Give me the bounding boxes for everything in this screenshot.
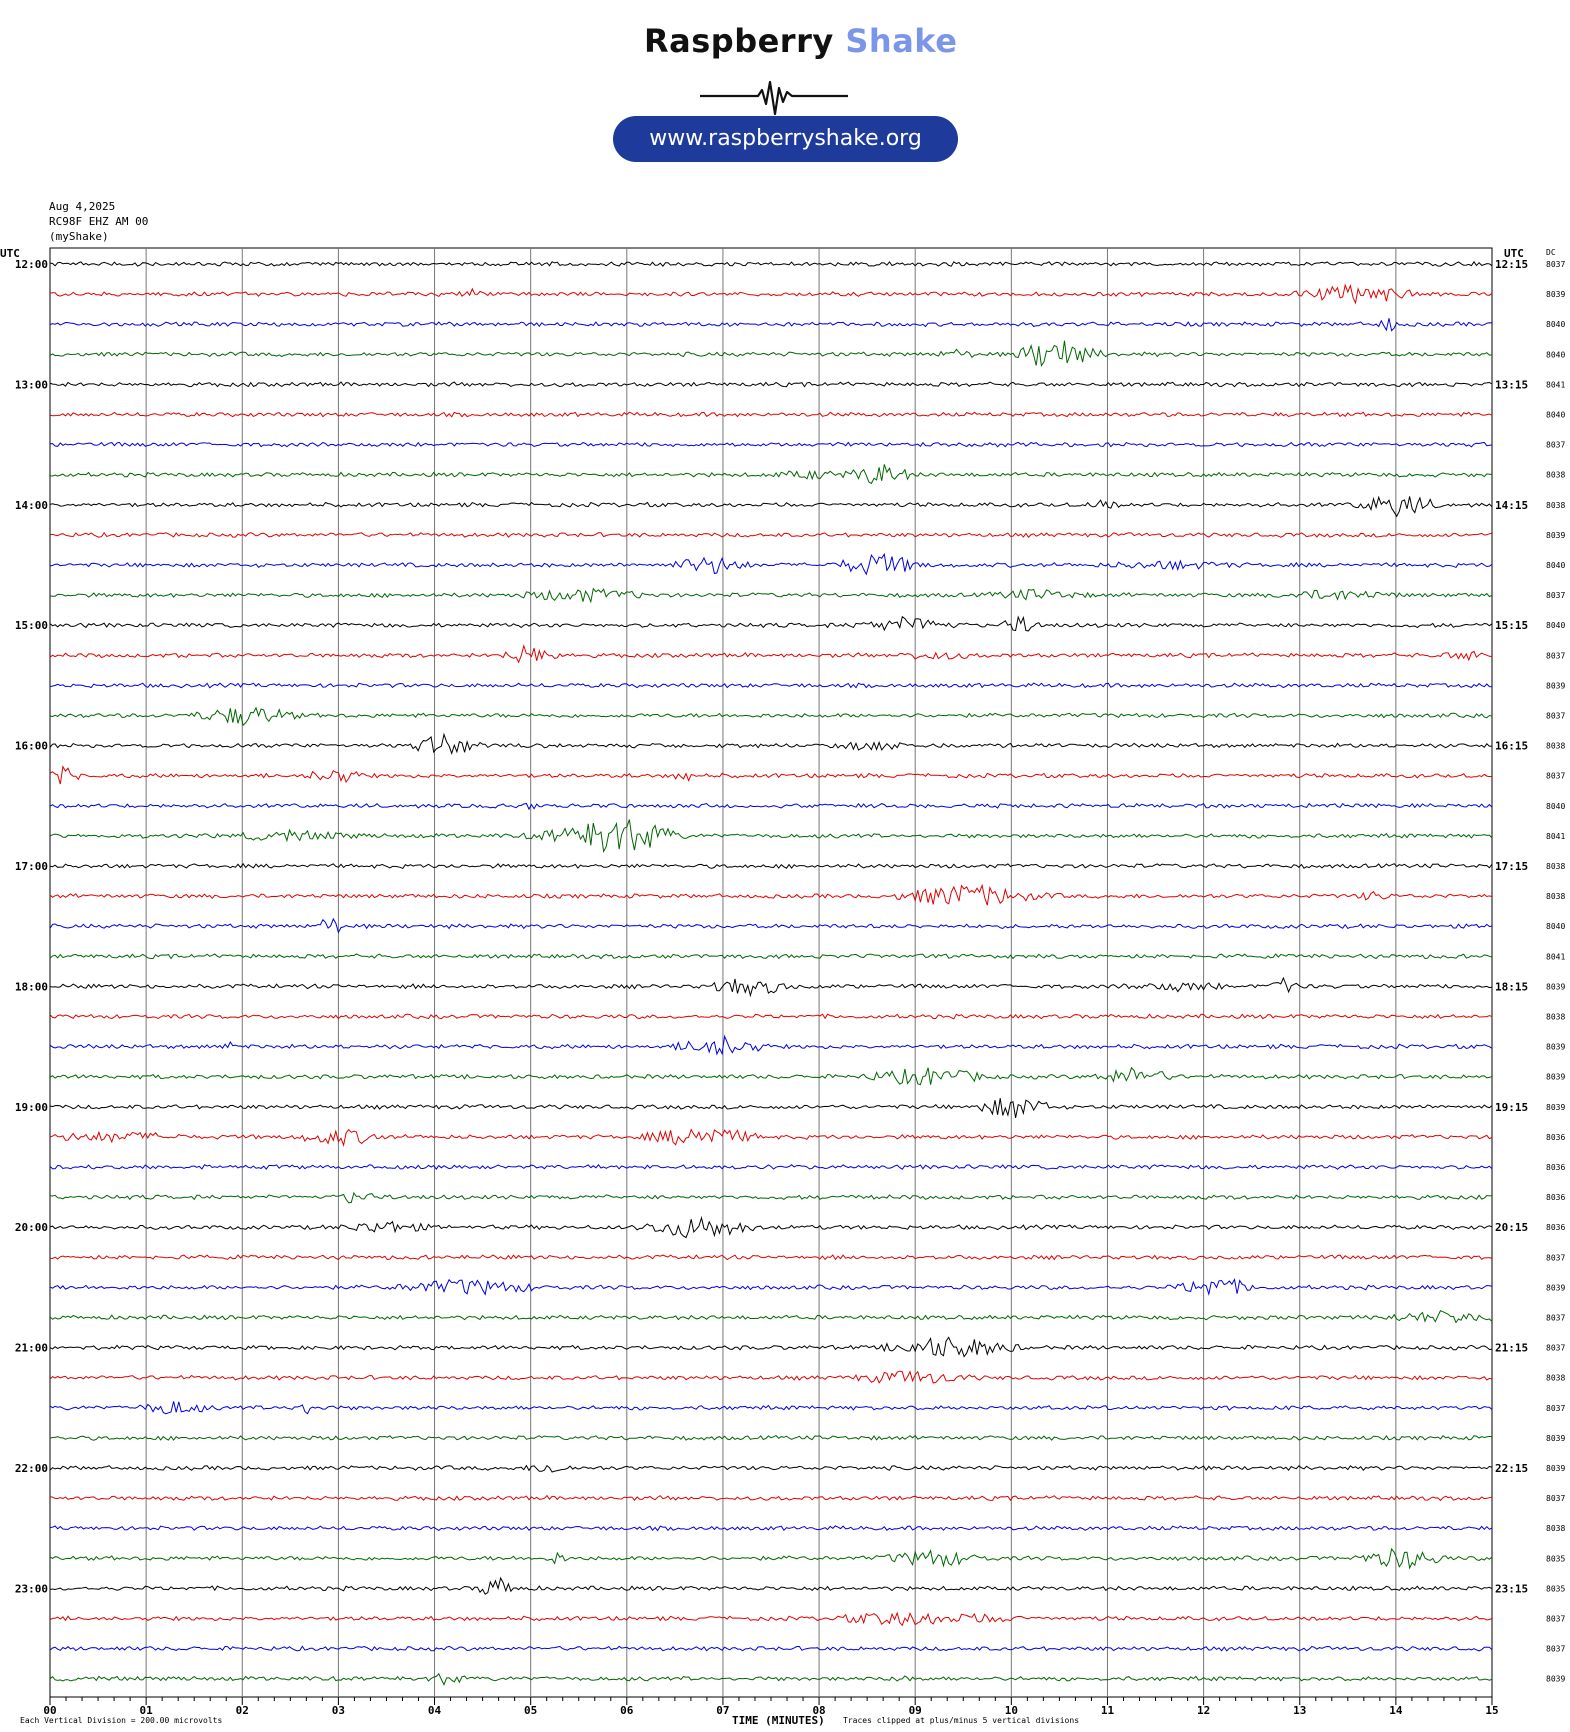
trace-row-10 (50, 554, 1492, 574)
station-id: RC98F EHZ AM 00 (49, 215, 149, 228)
right-hour-label: 18:15 (1495, 980, 1529, 994)
trace-row-4 (50, 382, 1492, 387)
trace-row-17 (50, 767, 1492, 785)
trace-row-33 (50, 1255, 1492, 1260)
left-hour-label: 13:00 (14, 378, 48, 392)
trace-row-7 (50, 464, 1492, 483)
right-utc-label: UTC (1504, 247, 1524, 260)
dc-offset-label: 8039 (1546, 1102, 1566, 1112)
dc-offset-label: 8037 (1546, 440, 1566, 450)
dc-offset-label: 8036 (1546, 1163, 1566, 1172)
x-tick-label: 11 (1100, 1704, 1115, 1717)
left-utc-label: UTC (0, 247, 20, 260)
left-hour-label: 19:00 (14, 1100, 48, 1114)
vertical-division-note: Each Vertical Division = 200.00 microvolts (20, 1716, 223, 1725)
trace-row-20 (50, 864, 1492, 869)
dc-offset-label: 8039 (1546, 982, 1566, 992)
dc-offset-label: 8040 (1546, 922, 1566, 932)
dc-offset-label: 8038 (1546, 1524, 1566, 1534)
trace-row-23 (50, 954, 1492, 959)
x-tick-label: 03 (331, 1704, 346, 1717)
axis-labels (0, 247, 1565, 1727)
x-tick-label: 07 (716, 1704, 730, 1717)
right-hour-label: 19:15 (1495, 1100, 1529, 1114)
x-tick-label: 09 (908, 1704, 922, 1717)
trace-row-39 (50, 1436, 1492, 1441)
logo-title-raspberry: Raspberry (644, 22, 834, 60)
trace-row-38 (50, 1401, 1492, 1413)
dc-offset-label: 8036 (1546, 1193, 1566, 1203)
dc-offset-label: 8041 (1546, 952, 1566, 962)
left-hour-label: 15:00 (14, 619, 48, 633)
trace-row-29 (50, 1130, 1492, 1146)
dc-offset-label: 8037 (1546, 771, 1566, 781)
dc-offset-label: 8039 (1546, 1283, 1566, 1293)
dc-offset-label: 8037 (1546, 1343, 1566, 1353)
dc-offset-label: 8038 (1546, 862, 1566, 871)
trace-row-24 (50, 978, 1492, 996)
trace-row-30 (50, 1165, 1492, 1170)
dc-offset-label: 8039 (1546, 1464, 1566, 1473)
left-hour-label: 12:00 (14, 258, 48, 271)
trace-row-40 (50, 1466, 1492, 1472)
trace-row-32 (50, 1218, 1492, 1238)
left-hour-label: 17:00 (14, 860, 48, 873)
x-tick-label: 15 (1485, 1704, 1499, 1717)
seismic-traces (50, 262, 1492, 1685)
x-tick-label: 13 (1293, 1704, 1307, 1717)
trace-row-35 (50, 1311, 1492, 1323)
trace-row-18 (50, 804, 1492, 810)
right-hour-label: 17:15 (1495, 860, 1529, 873)
x-tick-label: 08 (812, 1704, 826, 1717)
trace-row-45 (50, 1613, 1492, 1625)
right-hour-label: 14:15 (1495, 498, 1529, 512)
plot-frame (50, 248, 1492, 1697)
x-tick-label: 06 (620, 1704, 634, 1717)
chart-date: Aug 4,2025 (49, 200, 116, 213)
dc-offset-label: 8035 (1546, 1584, 1566, 1594)
dc-offset-label: 8036 (1546, 1223, 1566, 1233)
trace-row-19 (50, 820, 1492, 852)
trace-row-14 (50, 683, 1492, 688)
network-name: (myShake) (49, 230, 109, 243)
right-hour-label: 12:15 (1495, 258, 1529, 271)
right-hour-label: 20:15 (1495, 1221, 1529, 1235)
dc-offset-label: 8037 (1546, 1403, 1566, 1413)
trace-row-46 (50, 1646, 1492, 1651)
dc-offset-label: 8039 (1546, 290, 1566, 300)
trace-row-15 (50, 708, 1492, 725)
dc-offset-label: 8040 (1546, 320, 1566, 330)
left-hour-label: 16:00 (14, 739, 48, 753)
dc-offset-label: 8035 (1546, 1554, 1566, 1564)
trace-row-16 (50, 734, 1492, 753)
dc-offset-label: 8037 (1546, 1644, 1566, 1654)
dc-offset-label: 8041 (1546, 831, 1566, 841)
dc-offset-label: 8039 (1546, 1674, 1566, 1684)
dc-offset-label: 8040 (1546, 621, 1566, 631)
left-hour-label: 20:00 (14, 1221, 48, 1235)
trace-row-34 (50, 1280, 1492, 1295)
x-tick-label: 05 (524, 1704, 538, 1717)
dc-offset-label: 8038 (1546, 892, 1566, 902)
left-hour-label: 14:00 (14, 498, 48, 512)
trace-row-37 (50, 1371, 1492, 1383)
trace-row-36 (50, 1337, 1492, 1356)
dc-offset-label: 8037 (1546, 591, 1566, 601)
left-hour-label: 22:00 (14, 1462, 48, 1475)
dc-offset-label: 8039 (1546, 530, 1566, 540)
trace-row-3 (50, 341, 1492, 366)
left-hour-label: 23:00 (14, 1582, 48, 1596)
trace-row-22 (50, 919, 1492, 932)
x-tick-label: 01 (139, 1704, 153, 1717)
x-tick-label: 04 (427, 1704, 442, 1717)
right-hour-label: 13:15 (1495, 378, 1529, 392)
trace-row-13 (50, 646, 1492, 662)
website-url-badge[interactable]: www.raspberryshake.org (613, 116, 958, 162)
dc-offset-label: 8040 (1546, 561, 1566, 570)
dc-offset-label: 8038 (1546, 470, 1566, 480)
right-hour-label: 22:15 (1495, 1462, 1529, 1475)
dc-offset-label: 8040 (1546, 410, 1566, 420)
dc-offset-label: 8037 (1546, 651, 1566, 661)
dc-offset-label: 8039 (1546, 1433, 1566, 1443)
trace-row-42 (50, 1526, 1492, 1531)
dc-offset-label: 8037 (1546, 1494, 1566, 1504)
logo-title-shake: Shake (845, 22, 958, 60)
dc-offset-label: 8039 (1546, 681, 1566, 691)
trace-row-25 (50, 1014, 1492, 1019)
right-hour-label: 23:15 (1495, 1582, 1529, 1596)
trace-row-43 (50, 1549, 1492, 1568)
trace-row-41 (50, 1496, 1492, 1501)
dc-offset-label: 8038 (1546, 741, 1566, 751)
x-tick-label: 14 (1389, 1704, 1403, 1717)
dc-offset-label: 8037 (1546, 1313, 1566, 1323)
trace-row-47 (50, 1674, 1492, 1685)
x-tick-label: 02 (235, 1704, 249, 1717)
right-hour-label: 15:15 (1495, 619, 1529, 633)
dc-offset-label: 8040 (1546, 801, 1566, 811)
trace-row-27 (50, 1068, 1492, 1085)
dc-offset-label: 8038 (1546, 500, 1566, 510)
x-tick-label: 10 (1004, 1704, 1018, 1717)
trace-row-26 (50, 1036, 1492, 1054)
dc-offset-label: 8037 (1546, 1614, 1566, 1624)
trace-row-1 (50, 285, 1492, 303)
x-tick-label: 00 (43, 1704, 57, 1717)
clipping-note: Traces clipped at plus/minus 5 vertical divisions (843, 1716, 1080, 1725)
right-hour-label: 16:15 (1495, 739, 1529, 753)
dc-offset-label: 8036 (1546, 1132, 1566, 1142)
trace-row-21 (50, 885, 1492, 905)
trace-row-11 (50, 589, 1492, 602)
dc-offset-label: 8038 (1546, 1373, 1566, 1383)
grid-lines (50, 248, 1492, 1705)
dc-offset-label: 8037 (1546, 1253, 1566, 1263)
trace-row-28 (50, 1098, 1492, 1118)
x-tick-label: 12 (1196, 1704, 1211, 1717)
trace-row-6 (50, 442, 1492, 447)
dc-offset-label: 8040 (1546, 350, 1566, 360)
dc-offset-label: 8039 (1546, 1042, 1566, 1052)
dc-header-label: DC (1546, 248, 1556, 257)
trace-row-0 (50, 262, 1492, 266)
left-hour-label: 21:00 (14, 1341, 48, 1355)
trace-row-8 (50, 497, 1492, 517)
dc-offset-label: 8041 (1546, 380, 1566, 390)
trace-row-44 (50, 1578, 1492, 1594)
trace-row-2 (50, 318, 1492, 331)
dc-offset-label: 8038 (1546, 1012, 1566, 1022)
trace-row-31 (50, 1193, 1492, 1203)
x-axis-title: TIME (MINUTES) (732, 1714, 825, 1727)
trace-row-9 (50, 533, 1492, 538)
left-hour-label: 18:00 (14, 980, 48, 994)
dc-offset-label: 8037 (1546, 711, 1566, 721)
dc-offset-label: 8037 (1546, 260, 1566, 269)
dc-offset-label: 8039 (1546, 1072, 1566, 1082)
trace-row-5 (50, 412, 1492, 417)
right-hour-label: 21:15 (1495, 1341, 1529, 1355)
trace-row-12 (50, 617, 1492, 631)
